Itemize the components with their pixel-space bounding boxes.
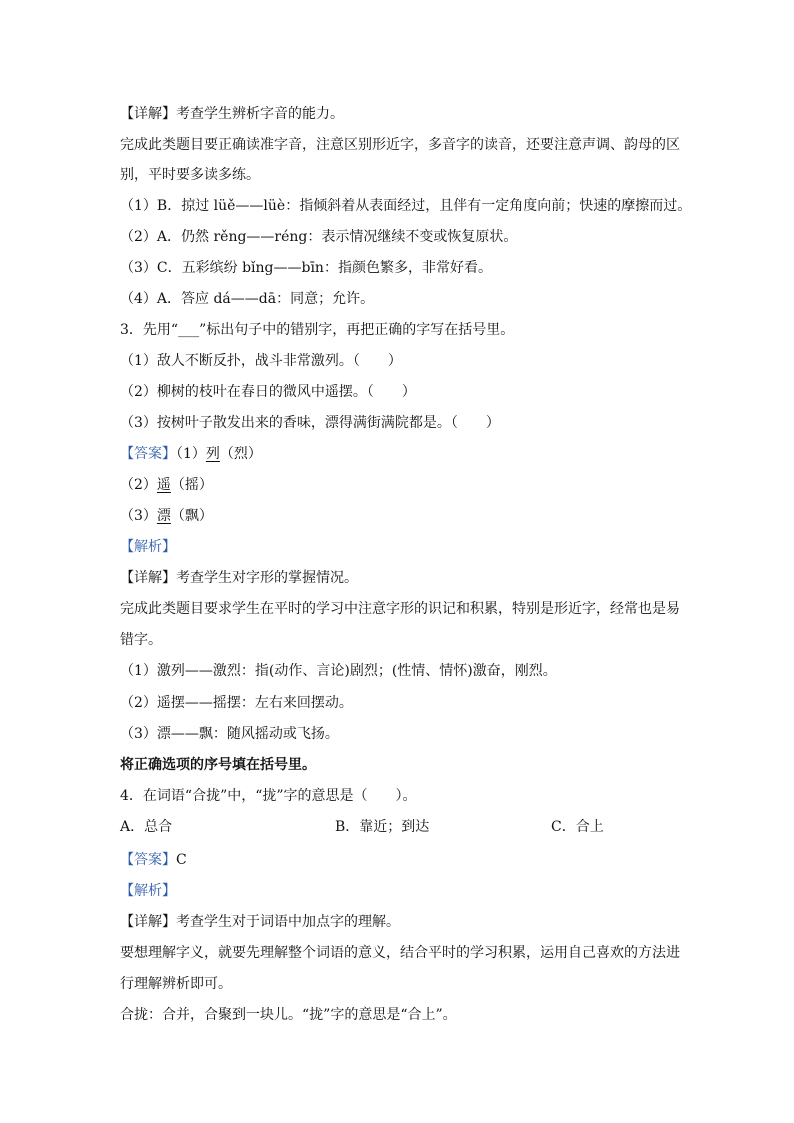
option-c: C．合上 (551, 819, 604, 835)
analysis-tag: 【解析】 (120, 883, 176, 899)
explanation-item: （1）B．掠过 lüě——lüè：指倾斜着从表面经过，且伴有一定角度向前；快速的摩擦而过。 (120, 198, 692, 214)
paragraph-line: 要想理解字义，就要先理解整个词语的意义，结合平时的学习积累，运用自己喜欢的方法进 (120, 945, 680, 961)
correct-char: （烈） (219, 446, 262, 462)
question-item: （1）敌人不断反扑，战斗非常激列。（ ） (120, 353, 402, 369)
option-b: B．靠近；到达 (335, 819, 430, 835)
answer-line (120, 506, 213, 526)
detail-text: 考查学生对于词语中加点字的理解。 (176, 914, 400, 930)
answer-prefix: （1） (176, 446, 206, 462)
question-item: （3）按树叶子散发出来的香味，漂得满街满院都是。（ ） (120, 415, 500, 431)
paragraph-line: 别，平时要多读多练。 (120, 167, 260, 183)
wrong-char: 漂 (156, 508, 171, 524)
correct-char: （飘） (170, 508, 213, 524)
detail-line (120, 912, 400, 932)
detail-tag: 【详解】 (120, 914, 176, 930)
explanation-item: （4）A．答应 dá——dā：同意；允许。 (120, 291, 375, 307)
detail-text: 考查学生辨析字音的能力。 (176, 106, 344, 122)
wrong-char: 遥 (156, 477, 171, 493)
question-item: （2）柳树的枝叶在春日的微风中遥摆。（ ） (120, 384, 416, 400)
detail-tag: 【详解】 (120, 106, 176, 122)
paragraph-line: 合拢：合并，合聚到一块儿。“拢”字的意思是“合上”。 (120, 1007, 457, 1023)
detail-tag: 【详解】 (120, 570, 176, 586)
detail-line (120, 568, 358, 588)
explanation-item: （1）激列——激烈：指(动作、言论)剧烈；(性情、情怀)激奋，刚烈。 (120, 663, 557, 679)
option-a: A．总合 (120, 819, 173, 835)
paragraph-line: 完成此类题目要正确读准字音，注意区别形近字，多音字的读音，还要注意声调、韵母的区 (120, 137, 680, 153)
answer-prefix: （3） (120, 508, 157, 524)
answer-line (120, 475, 213, 495)
answer-tag: 【答案】 (120, 446, 176, 462)
paragraph-line: 完成此类题目要求学生在平时的学习中注意字形的识记和积累，特别是形近字，经常也是易 (120, 601, 680, 617)
explanation-item: （3）C．五彩缤纷 bǐng——bīn：指颜色繁多，非常好看。 (120, 260, 492, 276)
answer-value: C (176, 852, 187, 868)
paragraph-line: 行理解辨析即可。 (120, 976, 232, 992)
wrong-char: 列 (205, 446, 220, 462)
paragraph-line: 错字。 (120, 632, 162, 648)
answer-prefix: （2） (120, 477, 157, 493)
detail-text: 考查学生对字形的掌握情况。 (176, 570, 358, 586)
question-title: 3．先用“___”标出句子中的错别字，再把正确的字写在括号里。 (120, 322, 515, 338)
answer-tag: 【答案】 (120, 852, 176, 868)
explanation-item: （3）漂——飘：随风摇动或飞扬。 (120, 726, 339, 742)
analysis-tag: 【解析】 (120, 539, 176, 555)
explanation-item: （2）遥摆——摇摆：左右来回摆动。 (120, 695, 353, 711)
detail-line (120, 104, 344, 124)
answer-line (120, 444, 262, 464)
section-heading: 将正确选项的序号填在括号里。 (120, 757, 316, 773)
correct-char: （摇） (170, 477, 213, 493)
answer-line (120, 850, 187, 870)
explanation-item: （2）A．仍然 rěng——réng：表示情况继续不变或恢复原状。 (120, 229, 518, 245)
question-title: 4．在词语“合拢”中，“拢”字的意思是（ ）。 (120, 788, 417, 804)
